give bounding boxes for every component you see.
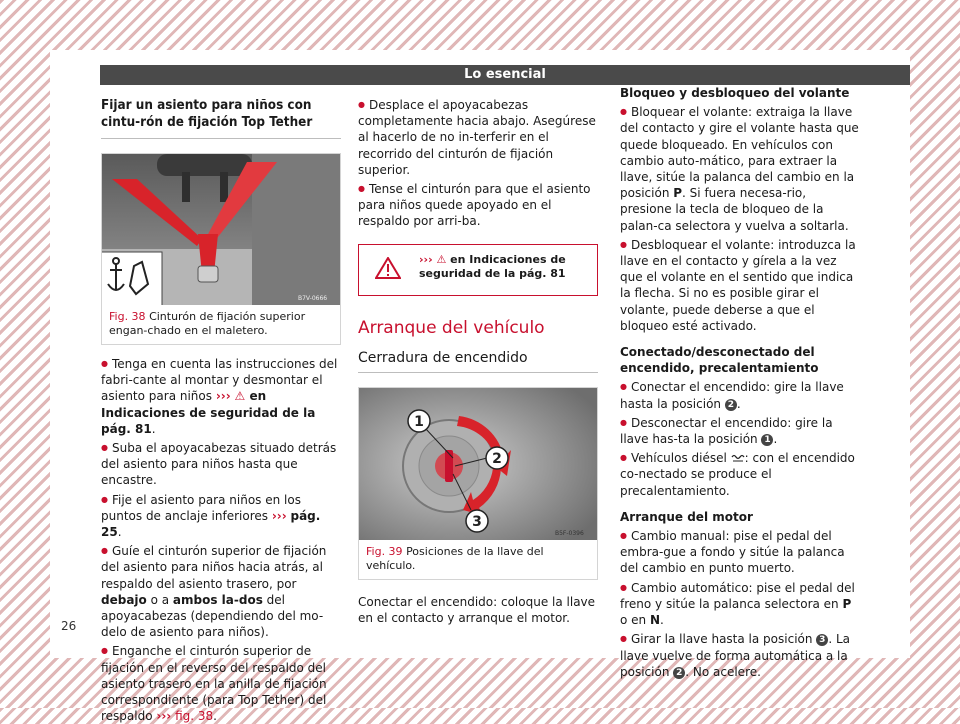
position-label-1: 1 xyxy=(414,413,424,430)
warning-icon: ⚠ xyxy=(436,252,447,266)
warning-triangle-icon xyxy=(375,257,401,283)
column-2 xyxy=(358,85,598,626)
list-item: ● Guíe el cinturón superior de fijación del asiento para niños hacia atrás, al respaldo del asiento trasero, por debajo o a ambos la-dos del apoyacabezas (dependiendo del mo-delo de asiento para niños). xyxy=(101,543,341,640)
list-item: ● Vehículos diésel : con el encendido co-nectado se produce el precalentamiento. xyxy=(620,450,860,499)
position-label-3: 3 xyxy=(472,513,482,530)
glow-plug-icon xyxy=(731,451,745,465)
position-badge: 1 xyxy=(761,434,773,446)
page-number: 26 xyxy=(61,619,77,633)
figure-caption: Posiciones de la llave del vehículo. xyxy=(366,544,544,572)
figure-38-image xyxy=(102,154,340,305)
list-item: ● Cambio automático: pise el pedal del freno y sitúe la palanca selectora en P o en N. xyxy=(620,580,860,629)
warning-box: ››› ⚠ en Indicaciones de seguridad de la pág. 81 xyxy=(358,244,598,296)
figure-link[interactable]: fig. 38 xyxy=(175,709,214,724)
position-badge: 2 xyxy=(673,667,685,679)
figure-number: Fig. 39 xyxy=(366,544,403,558)
column-3 xyxy=(620,85,860,680)
list-item: ● Tenga en cuenta las instrucciones del fabri-cante al montar y desmontar el asiento para niños ››› ⚠ en Indicaciones de seguridad de la pág. 81. xyxy=(101,356,341,437)
link-arrows[interactable]: ››› xyxy=(215,389,231,404)
link-arrows[interactable]: ››› xyxy=(419,252,433,266)
position-label-2: 2 xyxy=(492,450,502,467)
figure-39-image xyxy=(359,388,597,540)
list-item: ● Desbloquear el volante: introduzca la llave en el contacto y gírela a la vez que el volante en el sentido que indica la flecha. Si no es posible girar el volante, puede deberse a que el bloqueo esté activado. xyxy=(620,237,860,334)
list-item: ● Girar la llave hasta la posición 3 . La llave vuelve de forma automática a la posición 2 . No acelere. xyxy=(620,631,860,680)
section-title: Fijar un asiento para niños con cintu-rón de fijación Top Tether xyxy=(101,97,341,139)
subsection-title: Arranque del motor xyxy=(620,509,753,524)
list-item: ● Enganche el cinturón superior de fijación en el reverso del respaldo del asiento trasero en la anilla de fijación correspondiente (para Top Tether) del respaldo ››› fig. 38. xyxy=(101,643,341,724)
list-item: ● Cambio manual: pise el pedal del embra-gue a fondo y sitúe la palanca del cambio en punto muerto. xyxy=(620,528,860,577)
column-1 xyxy=(101,85,341,724)
figure-38 xyxy=(101,153,341,345)
list-item: ● Bloquear el volante: extraiga la llave del contacto y gire el volante hasta que quede bloqueado. En vehículos con cambio auto-mático, para extraer la llave, sitúe la palanca del cambio en la posición P. Si fuera necesa-rio, presione la tecla de bloqueo de la palan-ca selectora y vuelva a soltarla. xyxy=(620,104,860,234)
position-badge: 3 xyxy=(816,634,828,646)
section-header: Lo esencial xyxy=(100,65,910,85)
figure-number: Fig. 38 xyxy=(109,310,146,323)
list-item: ● Tense el cinturón para que el asiento para niños quede apoyado en el respaldo por arri-ba. xyxy=(358,181,598,230)
figure-caption: Cinturón de fijación superior engan-chado en el maletero. xyxy=(109,310,306,337)
position-badge: 2 xyxy=(725,399,737,411)
warning-icon: ⚠ xyxy=(234,389,246,404)
list-item: ● Desplace el apoyacabezas completamente hacia abajo. Asegúrese al hacerlo de no in-terferir en el recorrido del cinturón de fijación superior. xyxy=(358,97,598,178)
list-item: ● Suba el apoyacabezas situado detrás del asiento para niños hasta que encastre. xyxy=(101,440,341,489)
section-heading: Cerradura de encendido xyxy=(358,350,598,373)
list-item: ● Conectar el encendido: gire la llave hasta la posición 2 . xyxy=(620,379,860,411)
subsection-title: Bloqueo y desbloqueo del volante xyxy=(620,86,850,100)
body-text: Conectar el encendido: coloque la llave en el contacto y arranque el motor. xyxy=(358,594,596,625)
figure-39 xyxy=(358,387,598,580)
figure-code: B5F-0396 xyxy=(555,529,584,537)
list-item: ● Desconectar el encendido: gire la llave has-ta la posición 1 . xyxy=(620,415,860,447)
manual-page xyxy=(50,50,910,724)
list-item: ● Fije el asiento para niños en los puntos de anclaje inferiores ››› pág. 25. xyxy=(101,492,341,541)
chapter-heading: Arranque del vehículo xyxy=(358,317,545,338)
page-link[interactable]: pág. 25 xyxy=(101,508,321,540)
subsection-title: Conectado/desconectado del encendido, precalentamiento xyxy=(620,345,819,376)
figure-code: B7V-0666 xyxy=(298,295,328,302)
